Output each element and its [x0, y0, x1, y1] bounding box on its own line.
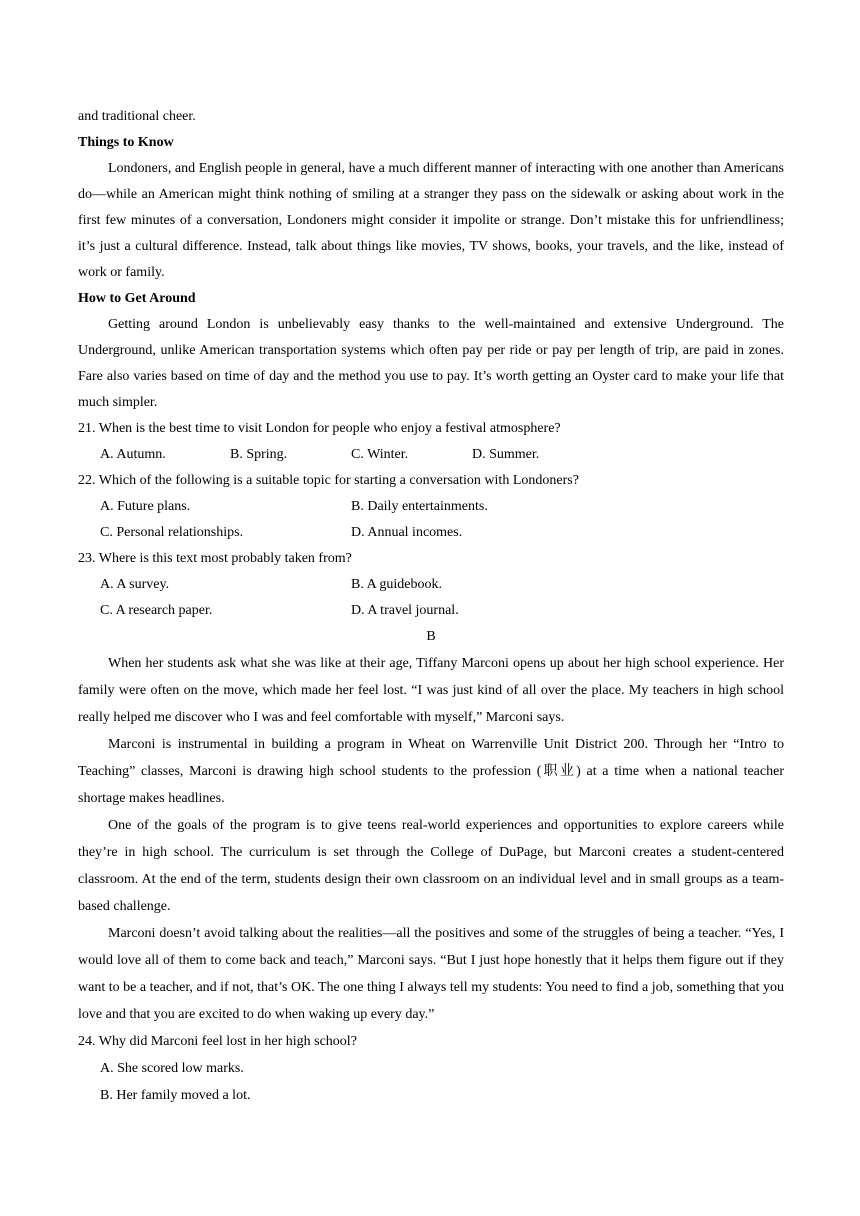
question-22-option-d: D. Annual incomes.	[351, 525, 463, 540]
question-23-option-c: C. A research paper.	[100, 603, 213, 618]
section-b-paragraph: When her students ask what she was like at their age, Tiffany Marconi opens up about her high school experience. Her family were often on the move, which made her feel lost. “I was just kind of all over the place. My teachers in high school really helped me discover who I was and feel comfortable with myself,” Marconi says.	[78, 656, 784, 725]
question-23-option-b: B. A guidebook.	[351, 577, 443, 592]
section-b-paragraph: Marconi is instrumental in building a program in Wheat on Warrenville Unit District 200. Through her “Intro to Teaching” classes, Marconi is drawing high school students to the profession (职业) at a time when a national teacher shortage makes headlines.	[78, 737, 784, 806]
paragraph-how-to-get-around: Getting around London is unbelievably easy thanks to the well-maintained and extensive Underground. The Underground, unlike American transportation systems which often pay per ride or pay per length of trip, are paid in zones. Fare also varies based on time of day and the method you use to pay. It’s worth getting an Oyster card to make your life that much simpler.	[78, 317, 784, 410]
question-21-stem: 21. When is the best time to visit London for people who enjoy a festival atmosphere?	[78, 421, 561, 436]
heading-things-to-know: Things to Know	[78, 135, 174, 150]
document-page	[78, 104, 784, 1109]
section-b-paragraph: Marconi doesn’t avoid talking about the realities—all the positives and some of the struggles of being a teacher. “Yes, I would love all of them to come back and teach,” Marconi says. “But I just hope honestly that it helps them figure out if they want to be a teacher, and if not, that’s OK. The one thing I always tell my students: You need to find a job, something that you love and that you are excited to do when waking up every day.”	[78, 926, 784, 1022]
question-22-option-a: A. Future plans.	[100, 499, 191, 514]
question-24-stem: 24. Why did Marconi feel lost in her high school?	[78, 1034, 357, 1049]
question-22-options-row-2	[78, 520, 784, 546]
heading-how-to-get-around: How to Get Around	[78, 291, 196, 306]
question-23-stem: 23. Where is this text most probably taken from?	[78, 551, 352, 566]
paragraph-things-to-know: Londoners, and English people in general, have a much different manner of interacting with one another than Americans do—while an American might think nothing of smiling at a stranger they pass on the sidewalk or asking about work in the first few minutes of a conversation, Londoners might consider it impolite or strange. Don’t mistake this for unfriendliness; it’s just a cultural difference. Instead, talk about things like movies, TV shows, books, your travels, and the like, instead of work or family.	[78, 161, 784, 280]
question-21-option-b: B. Spring.	[230, 447, 288, 462]
question-23-options-row-2	[78, 598, 784, 624]
question-21-option-a: A. Autumn.	[100, 447, 166, 462]
question-22-options-row-1	[78, 494, 784, 520]
question-22-option-b: B. Daily entertainments.	[351, 499, 488, 514]
question-24-option-b: B. Her family moved a lot.	[100, 1088, 251, 1103]
question-22-option-c: C. Personal relationships.	[100, 525, 244, 540]
question-22-stem: 22. Which of the following is a suitable topic for starting a conversation with Londoners?	[78, 473, 579, 488]
section-b-label: B	[426, 629, 436, 644]
passage-continuation: and traditional cheer.	[78, 109, 196, 124]
question-23-options-row-1	[78, 572, 784, 598]
question-23-option-a: A. A survey.	[100, 577, 170, 592]
question-24-option-a: A. She scored low marks.	[100, 1061, 244, 1076]
question-21-options	[78, 442, 784, 468]
question-23-option-d: D. A travel journal.	[351, 603, 459, 618]
question-21-option-d: D. Summer.	[472, 447, 540, 462]
question-21-option-c: C. Winter.	[351, 447, 409, 462]
section-b-paragraph: One of the goals of the program is to give teens real-world experiences and opportunities to explore careers while they’re in high school. The curriculum is set through the College of DuPage, but Marconi creates a student-centered classroom. At the end of the term, students design their own classroom on an individual level and in small groups as a team-based challenge.	[78, 818, 784, 914]
